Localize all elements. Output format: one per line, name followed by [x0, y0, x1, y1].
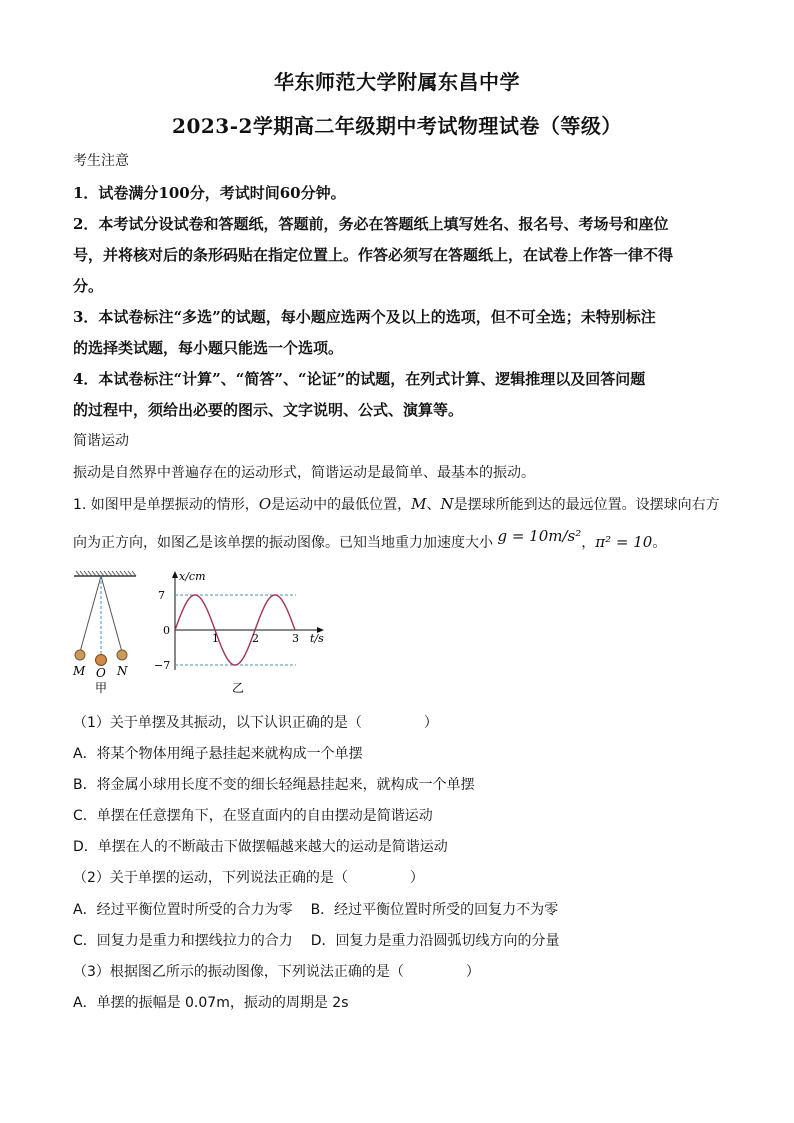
bob-m	[75, 650, 85, 660]
notice-line-3: 号，并将核对后的条形码贴在指定位置上。作答必须写在答题纸上，在试卷上作答一律不得	[73, 246, 674, 264]
notice-line-7: 4．本试卷标注“计算”、“简答”、“论证”的试题，在列式计算、逻辑推理以及回答问题	[73, 370, 646, 388]
sq2-option-d: D．回复力是重力沿圆弧切线方向的分量	[310, 933, 560, 949]
gravity-formula: g = 10m/s²	[497, 527, 582, 545]
exam-title: 2023-2学期高二年级期中考试物理试卷（等级）	[172, 114, 622, 138]
q1-period: 。	[652, 535, 667, 551]
caption-jia: 甲	[95, 681, 108, 695]
sq1-option-c: C．单摆在任意摆角下，在竖直面内的自由摆动是简谐运动	[73, 808, 433, 824]
school-name: 华东师范大学附属东昌中学	[274, 70, 520, 94]
q1-comma: ，	[581, 535, 596, 551]
q1-var-m: M	[411, 495, 427, 513]
sq1-option-b: B．将金属小球用长度不变的细长轻绳悬挂起来，就构成一个单摆	[73, 777, 475, 793]
pi-formula: π² = 10	[595, 533, 653, 551]
notice-line-4: 分。	[73, 277, 104, 295]
sq1-stem-text: （1）关于单摆及其振动，以下认识正确的是（	[73, 715, 362, 731]
x-tick-1: 1	[212, 632, 219, 645]
string-left	[80, 576, 101, 652]
q1-text-c: 是摆球所能到达的最远位置。设摆球向右方	[453, 497, 720, 513]
sq1-option-a: A．将某个物体用绳子悬挂起来就构成一个单摆	[73, 746, 363, 762]
q1-var-o: O	[258, 495, 272, 513]
x-axis-label: t/s	[310, 632, 324, 645]
y-axis-label: x/cm	[179, 570, 206, 583]
y-tick-7: 7	[158, 589, 165, 602]
y-tick-0: 0	[163, 624, 170, 637]
q1-text-d: 向为正方向，如图乙是该单摆的振动图像。已知当地重力加速度大小	[73, 535, 493, 551]
y-tick-minus-7: −7	[154, 659, 171, 672]
sq2-stem-text: （2）关于单摆的运动，下列说法正确的是（	[73, 870, 348, 886]
label-m: M	[73, 664, 86, 678]
subquestion-1-stem	[73, 712, 733, 732]
notice-line-5: 3．本试卷标注“多选”的试题，每小题应选两个及以上的选项，但不可全选；未特别标注	[73, 308, 656, 326]
section-title: 简谐运动	[73, 433, 129, 449]
sq2-option-c: C．回复力是重力和摆线拉力的合力	[73, 933, 293, 949]
question-1-line-2	[73, 527, 733, 552]
question-1-line-1	[73, 494, 733, 514]
sq3-option-a: A．单摆的振幅是 0.07m，振动的周期是 2s	[73, 995, 349, 1011]
sq2-option-b: B．经过平衡位置时所受的回复力不为零	[310, 902, 559, 918]
x-tick-2: 2	[252, 632, 259, 645]
notice-heading: 考生注意	[73, 153, 129, 169]
sq1-close: ）	[423, 715, 438, 731]
bob-o	[96, 655, 107, 666]
sq2-options-row-1	[73, 899, 733, 919]
subquestion-3-stem	[73, 961, 733, 981]
sq2-close: ）	[409, 870, 424, 886]
sq3-close: ）	[465, 964, 480, 980]
pendulum-figure	[66, 568, 146, 698]
sq2-options-row-2	[73, 930, 733, 950]
y-axis-arrow	[172, 571, 178, 578]
label-n: N	[117, 664, 128, 678]
bob-n	[117, 650, 127, 660]
sq1-option-d: D．单摆在人的不断敲击下做摆幅越来越大的运动是简谐运动	[73, 839, 448, 855]
section-intro: 振动是自然界中普遍存在的运动形式，简谐运动是最简单、最基本的振动。	[73, 465, 535, 481]
q1-var-n: N	[440, 495, 454, 513]
string-right	[101, 576, 122, 652]
sq2-option-a: A．经过平衡位置时所受的合力为零	[73, 902, 293, 918]
label-o: O	[96, 666, 106, 680]
notice-line-2: 2．本考试分设试卷和答题纸，答题前，务必在答题纸上填写姓名、报名号、考场号和座位	[73, 215, 669, 233]
sq3-stem-text: （3）根据图乙所示的振动图像，下列说法正确的是（	[73, 964, 404, 980]
notice-line-8: 的过程中，须给出必要的图示、文字说明、公式、演算等。	[73, 401, 464, 419]
q1-text-a: 1. 如图甲是单摆振动的情形，	[73, 497, 259, 513]
x-tick-3: 3	[292, 632, 299, 645]
notice-line-6: 的选择类试题，每小题只能选一个选项。	[73, 339, 344, 357]
notice-line-1: 1．试卷满分100分，考试时间60分钟。	[73, 184, 346, 202]
q1-text-b: 是运动中的最低位置，	[271, 497, 412, 513]
q1-sep: 、	[426, 497, 441, 513]
oscillation-graph	[150, 568, 340, 698]
caption-yi: 乙	[232, 681, 245, 695]
subquestion-2-stem	[73, 867, 733, 887]
